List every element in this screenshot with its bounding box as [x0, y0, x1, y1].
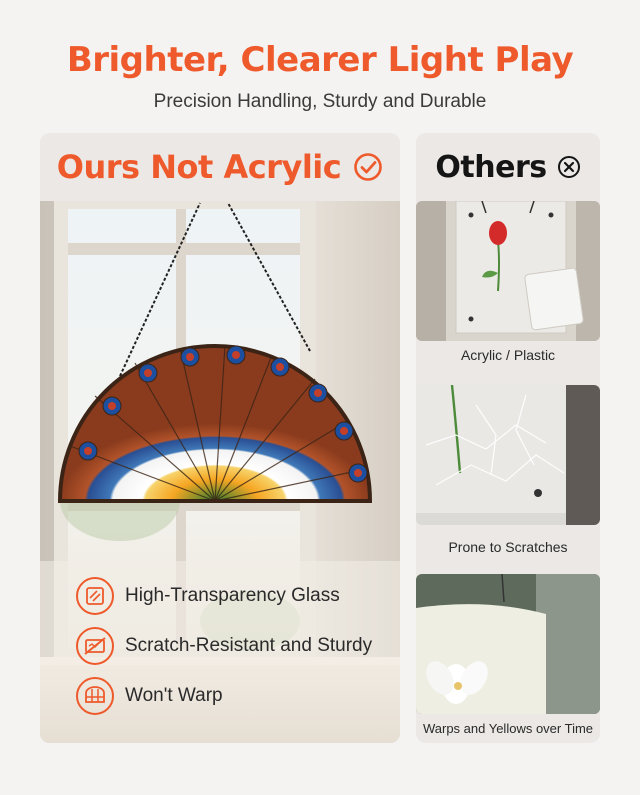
others-heading-label: Others — [435, 149, 547, 185]
feature-item — [75, 621, 395, 671]
others-heading — [416, 133, 600, 201]
x-circle-icon — [557, 155, 581, 179]
warped-photo — [416, 574, 600, 714]
feature-label: Scratch-Resistant and Sturdy — [125, 635, 373, 656]
acrylic-photo — [416, 201, 600, 341]
main-title: Brighter, Clearer Light Play — [66, 40, 574, 80]
stained-glass-window-photo — [40, 201, 400, 743]
feature-item — [75, 671, 395, 721]
feature-label: Won't Warp — [125, 685, 223, 706]
glass-pane-icon — [75, 576, 115, 616]
others-column — [416, 133, 600, 743]
grid-frame-icon — [75, 676, 115, 716]
acrylic-caption: Acrylic / Plastic — [460, 347, 556, 363]
ours-heading — [40, 133, 400, 201]
ours-heading-label: Ours Not Acrylic — [56, 148, 342, 186]
warped-panel-image — [416, 574, 600, 714]
feature-item — [75, 571, 395, 621]
scratches-photo — [416, 385, 600, 525]
feature-list — [75, 571, 395, 721]
ours-card — [40, 133, 400, 743]
no-scratch-icon — [75, 626, 115, 666]
check-circle-icon — [353, 152, 383, 182]
scratched-panel-image — [416, 385, 600, 525]
feature-label: High-Transparency Glass — [125, 585, 340, 606]
acrylic-panel-image — [416, 201, 600, 341]
scratches-caption: Prone to Scratches — [448, 539, 568, 555]
warped-caption: Warps and Yellows over Time — [422, 721, 594, 736]
subtitle: Precision Handling, Sturdy and Durable — [153, 91, 487, 112]
